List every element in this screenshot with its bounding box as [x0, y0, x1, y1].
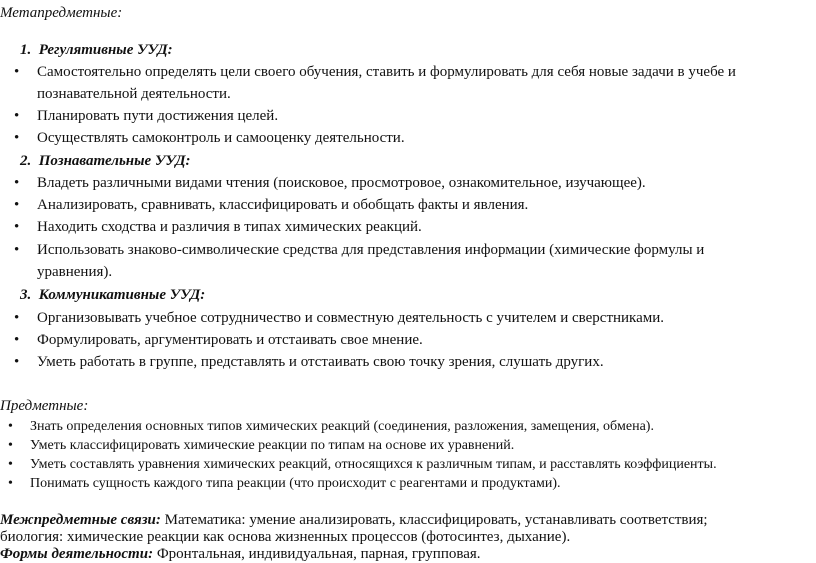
bullet-icon: • — [14, 108, 20, 124]
group-title-text: Регулятивные УУД: — [38, 42, 173, 58]
list-item: Знать определения основных типов химических реакций (соединения, разложения, замещения, обмена). — [30, 419, 654, 434]
meta-title: Метапредметные: — [0, 5, 123, 21]
group-title-communicative — [20, 287, 205, 304]
bullet-icon: • — [14, 197, 20, 213]
list-item: Осуществлять самоконтроль и самооценку деятельности. — [37, 130, 405, 146]
group-title-text: Коммуникативные УУД: — [38, 287, 206, 303]
group-title-cognitive — [20, 153, 190, 170]
forms-label: Формы деятельности: — [0, 546, 154, 562]
list-item: Организовывать учебное сотрудничество и совместную деятельность с учителем и сверстниками. — [37, 310, 665, 326]
links-text-continuation: биология: химические реакции как основа жизненных процессов (фотосинтез, дыхание). — [0, 529, 571, 545]
group-number: 1. — [20, 42, 32, 58]
bullet-icon: • — [8, 476, 13, 491]
bullet-icon: • — [8, 438, 13, 453]
bullet-icon: • — [14, 332, 20, 348]
links-text: Математика: умение анализировать, классифицировать, устанавливать соответствия; — [160, 512, 708, 528]
bullet-icon: • — [14, 310, 20, 326]
list-item: Использовать знаково-символические средства для представления информации (химические формулы и — [37, 242, 705, 258]
group-number: 2. — [20, 153, 32, 169]
bullet-icon: • — [14, 354, 20, 370]
bullet-icon: • — [14, 219, 20, 235]
list-item: Планировать пути достижения целей. — [37, 108, 279, 124]
list-item: Самостоятельно определять цели своего обучения, ставить и формулировать для себя новые задачи в учебе и — [37, 64, 736, 80]
group-number: 3. — [20, 287, 32, 303]
list-item-continuation: познавательной деятельности. — [37, 86, 231, 102]
list-item: Формулировать, аргументировать и отстаивать свое мнение. — [37, 332, 423, 348]
list-item: Понимать сущность каждого типа реакции (что происходит с реагентами и продуктами). — [30, 476, 561, 491]
list-item: Анализировать, сравнивать, классифицировать и обобщать факты и явления. — [37, 197, 529, 213]
group-title-regulative — [20, 42, 173, 59]
links-label: Межпредметные связи: — [0, 512, 161, 528]
forms-text: Фронтальная, индивидуальная, парная, групповая. — [153, 546, 481, 562]
group-title-text: Познавательные УУД: — [38, 153, 191, 169]
subject-title: Предметные: — [0, 398, 89, 414]
list-item: Уметь составлять уравнения химических реакций, относящихся к различным типам, и расставлять коэффициенты. — [30, 457, 717, 472]
bullet-icon: • — [8, 419, 13, 434]
list-item: Уметь классифицировать химические реакции по типам на основе их уравнений. — [30, 438, 515, 453]
list-item-continuation: уравнения). — [37, 264, 113, 280]
bullet-icon: • — [14, 64, 20, 80]
activity-forms — [0, 546, 481, 563]
list-item: Уметь работать в группе, представлять и отстаивать свою точку зрения, слушать других. — [37, 354, 604, 370]
list-item: Находить сходства и различия в типах химических реакций. — [37, 219, 422, 235]
bullet-icon: • — [8, 457, 13, 472]
bullet-icon: • — [14, 130, 20, 146]
interdisciplinary-links — [0, 512, 708, 529]
list-item: Владеть различными видами чтения (поисковое, просмотровое, ознакомительное, изучающее). — [37, 175, 646, 191]
bullet-icon: • — [14, 242, 20, 258]
bullet-icon: • — [14, 175, 20, 191]
